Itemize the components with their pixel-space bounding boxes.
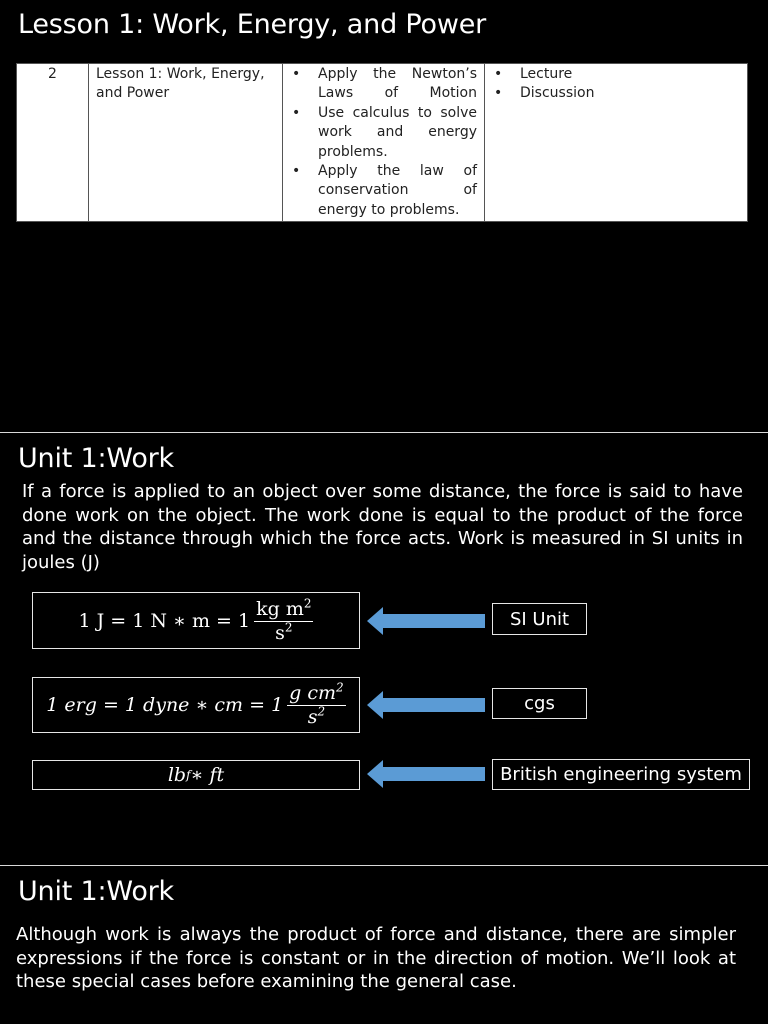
cgs-unit-label: cgs xyxy=(492,688,587,719)
equation-lhs: 1 J = 1 N ∗ m = 1 xyxy=(78,609,251,632)
objectives-list xyxy=(290,65,477,220)
british-unit-equation: lb f ∗ ft xyxy=(32,760,360,790)
objectives-cell xyxy=(283,64,485,222)
cgs-unit-equation xyxy=(32,677,360,733)
list-item: • Use calculus to solve work and energy problems. xyxy=(318,104,477,162)
slide-title: Unit 1:Work xyxy=(18,443,174,474)
left-arrow-icon xyxy=(367,607,485,635)
denominator-exponent: 2 xyxy=(284,620,293,635)
activities-list xyxy=(492,65,740,104)
week-cell: 2 xyxy=(17,64,89,222)
equation-fraction xyxy=(287,682,346,728)
slide-lesson-overview xyxy=(0,0,768,432)
fraction-denominator: s xyxy=(307,706,318,728)
fraction-denominator: s xyxy=(275,621,285,644)
slide-work-special-cases xyxy=(0,866,768,1024)
list-item: • Lecture xyxy=(520,65,740,84)
si-unit-equation xyxy=(32,592,360,649)
list-item: • Discussion xyxy=(520,84,740,103)
special-cases-paragraph: Although work is always the product of force and distance, there are simpler expressions if the force is constant or in the direction of motion. We’ll look at these special cases before examining the general case. xyxy=(16,924,736,992)
work-definition-paragraph: If a force is applied to an object over some distance, the force is said to have done work on the object. The work done is equal to the product of the force and the distance through which the force acts. Work is measured in SI units in joules (J) xyxy=(22,481,743,573)
left-arrow-icon xyxy=(367,760,485,788)
numerator-exponent: 2 xyxy=(303,596,312,611)
equation-lhs: 1 erg = 1 dyne ∗ cm = 1 xyxy=(46,694,284,716)
left-arrow-icon xyxy=(367,691,485,719)
numerator-exponent: 2 xyxy=(336,680,344,695)
activities-cell xyxy=(485,64,748,222)
equation-base: lb xyxy=(167,764,187,786)
topic-cell: Lesson 1: Work, Energy, and Power xyxy=(89,64,283,222)
fraction-numerator: kg m xyxy=(256,597,304,620)
equation-rest: ∗ ft xyxy=(190,764,225,786)
list-item: • Apply the law of conservation of energy to problems. xyxy=(318,162,477,220)
equation-fraction xyxy=(254,598,313,644)
si-unit-label: SI Unit xyxy=(492,603,587,635)
table-row xyxy=(17,64,748,222)
slide-work-units xyxy=(0,433,768,865)
slide-title: Lesson 1: Work, Energy, and Power xyxy=(18,9,487,40)
list-item: • Apply the Newton’s Laws of Motion xyxy=(318,65,477,104)
slide-title: Unit 1:Work xyxy=(18,876,174,907)
fraction-numerator: g cm xyxy=(289,682,337,704)
denominator-exponent: 2 xyxy=(317,704,326,719)
british-unit-label: British engineering system xyxy=(492,759,750,790)
lesson-plan-table xyxy=(16,63,748,222)
